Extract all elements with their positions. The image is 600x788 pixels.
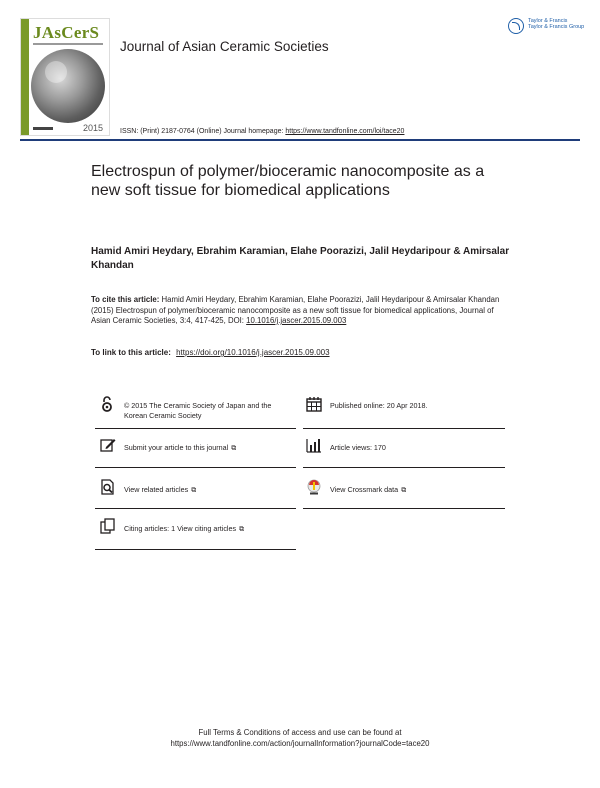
external-link-icon: ⧉ [401,487,407,494]
article-doi-link[interactable]: https://doi.org/10.1016/j.jascer.2015.09.003 [176,348,330,357]
journal-homepage-link[interactable]: https://www.tandfonline.com/loi/tace20 [285,128,405,135]
citing-documents-icon [100,518,116,534]
cover-micrograph [31,49,105,123]
publisher-group: Taylor & Francis Group [528,24,585,30]
citing-articles-link[interactable]: Citing articles: 1 View citing articles [124,524,237,533]
calendar-icon [306,396,322,412]
journal-title: Journal of Asian Ceramic Societies [120,39,329,54]
crossmark-link[interactable]: View Crossmark data [330,485,399,494]
citation-text: Hamid Amiri Heydary, Ebrahim Karamian, Elahe Poorazizi, Jalil Heydaripour & Amirsalar Khandan (2015) Electrospun of polymer/bioceramic nanocomposite as a new soft tissue for biomedical applications, Journal of Asian Ceramic Societies, 3:4, 417-425, DOI: [91,295,500,325]
external-link-icon: ⧉ [191,487,197,494]
grid-rule [303,428,505,429]
footer-terms-text: Full Terms & Conditions of access and use can be found at [198,728,402,737]
publisher-logo[interactable] [508,16,588,36]
search-document-icon [100,479,116,495]
citation-doi-link[interactable]: 10.1016/j.jascer.2015.09.003 [246,316,347,325]
cover-bar [33,127,53,130]
cover-stripe [21,19,29,136]
header-divider [20,139,580,141]
open-access-icon [100,396,116,412]
article-link-line [91,348,330,357]
external-link-icon: ⧉ [239,526,245,533]
publisher-name: Taylor & Francis [528,18,568,24]
cover-year: 2015 [82,123,103,133]
published-date: Published online: 20 Apr 2018. [330,401,428,410]
crossmark-icon [306,479,322,495]
issn-text: ISSN: (Print) 2187-0764 (Online) Journal homepage: [120,128,284,135]
issn-line [120,128,404,135]
article-authors: Hamid Amiri Heydary, Ebrahim Karamian, Elahe Poorazizi, Jalil Heydaripour & Amirsalar Khandan [91,246,510,271]
grid-rule [95,508,296,509]
submit-article-link[interactable]: Submit your article to this journal [124,443,229,452]
footer [100,727,500,749]
cover-subtitle-line [33,43,103,45]
grid-rule [95,428,296,429]
article-link-label: To link to this article: [91,348,171,357]
cover-title: JAsCerS [33,23,100,42]
footer-terms-link[interactable]: https://www.tandfonline.com/action/journalInformation?journalCode=tace20 [170,739,430,748]
related-articles-link[interactable]: View related articles [124,485,189,494]
grid-rule [303,467,505,468]
citation-label: To cite this article: [91,295,160,304]
citation-block [91,295,511,327]
external-link-icon: ⧉ [231,445,237,452]
grid-rule [95,549,296,550]
copyright-cell [100,396,296,430]
journal-cover-image [20,18,110,136]
publisher-logo-icon [508,18,524,34]
grid-rule [303,508,505,509]
article-views-count: Article views: 170 [330,443,386,452]
edit-icon [100,437,116,453]
copyright-text: © 2015 The Ceramic Society of Japan and the Korean Ceramic Society [124,401,272,420]
article-title: Electrospun of polymer/bioceramic nanocomposite as a new soft tissue for biomedical applications [91,163,485,199]
grid-rule [95,467,296,468]
bar-chart-icon [306,437,322,453]
